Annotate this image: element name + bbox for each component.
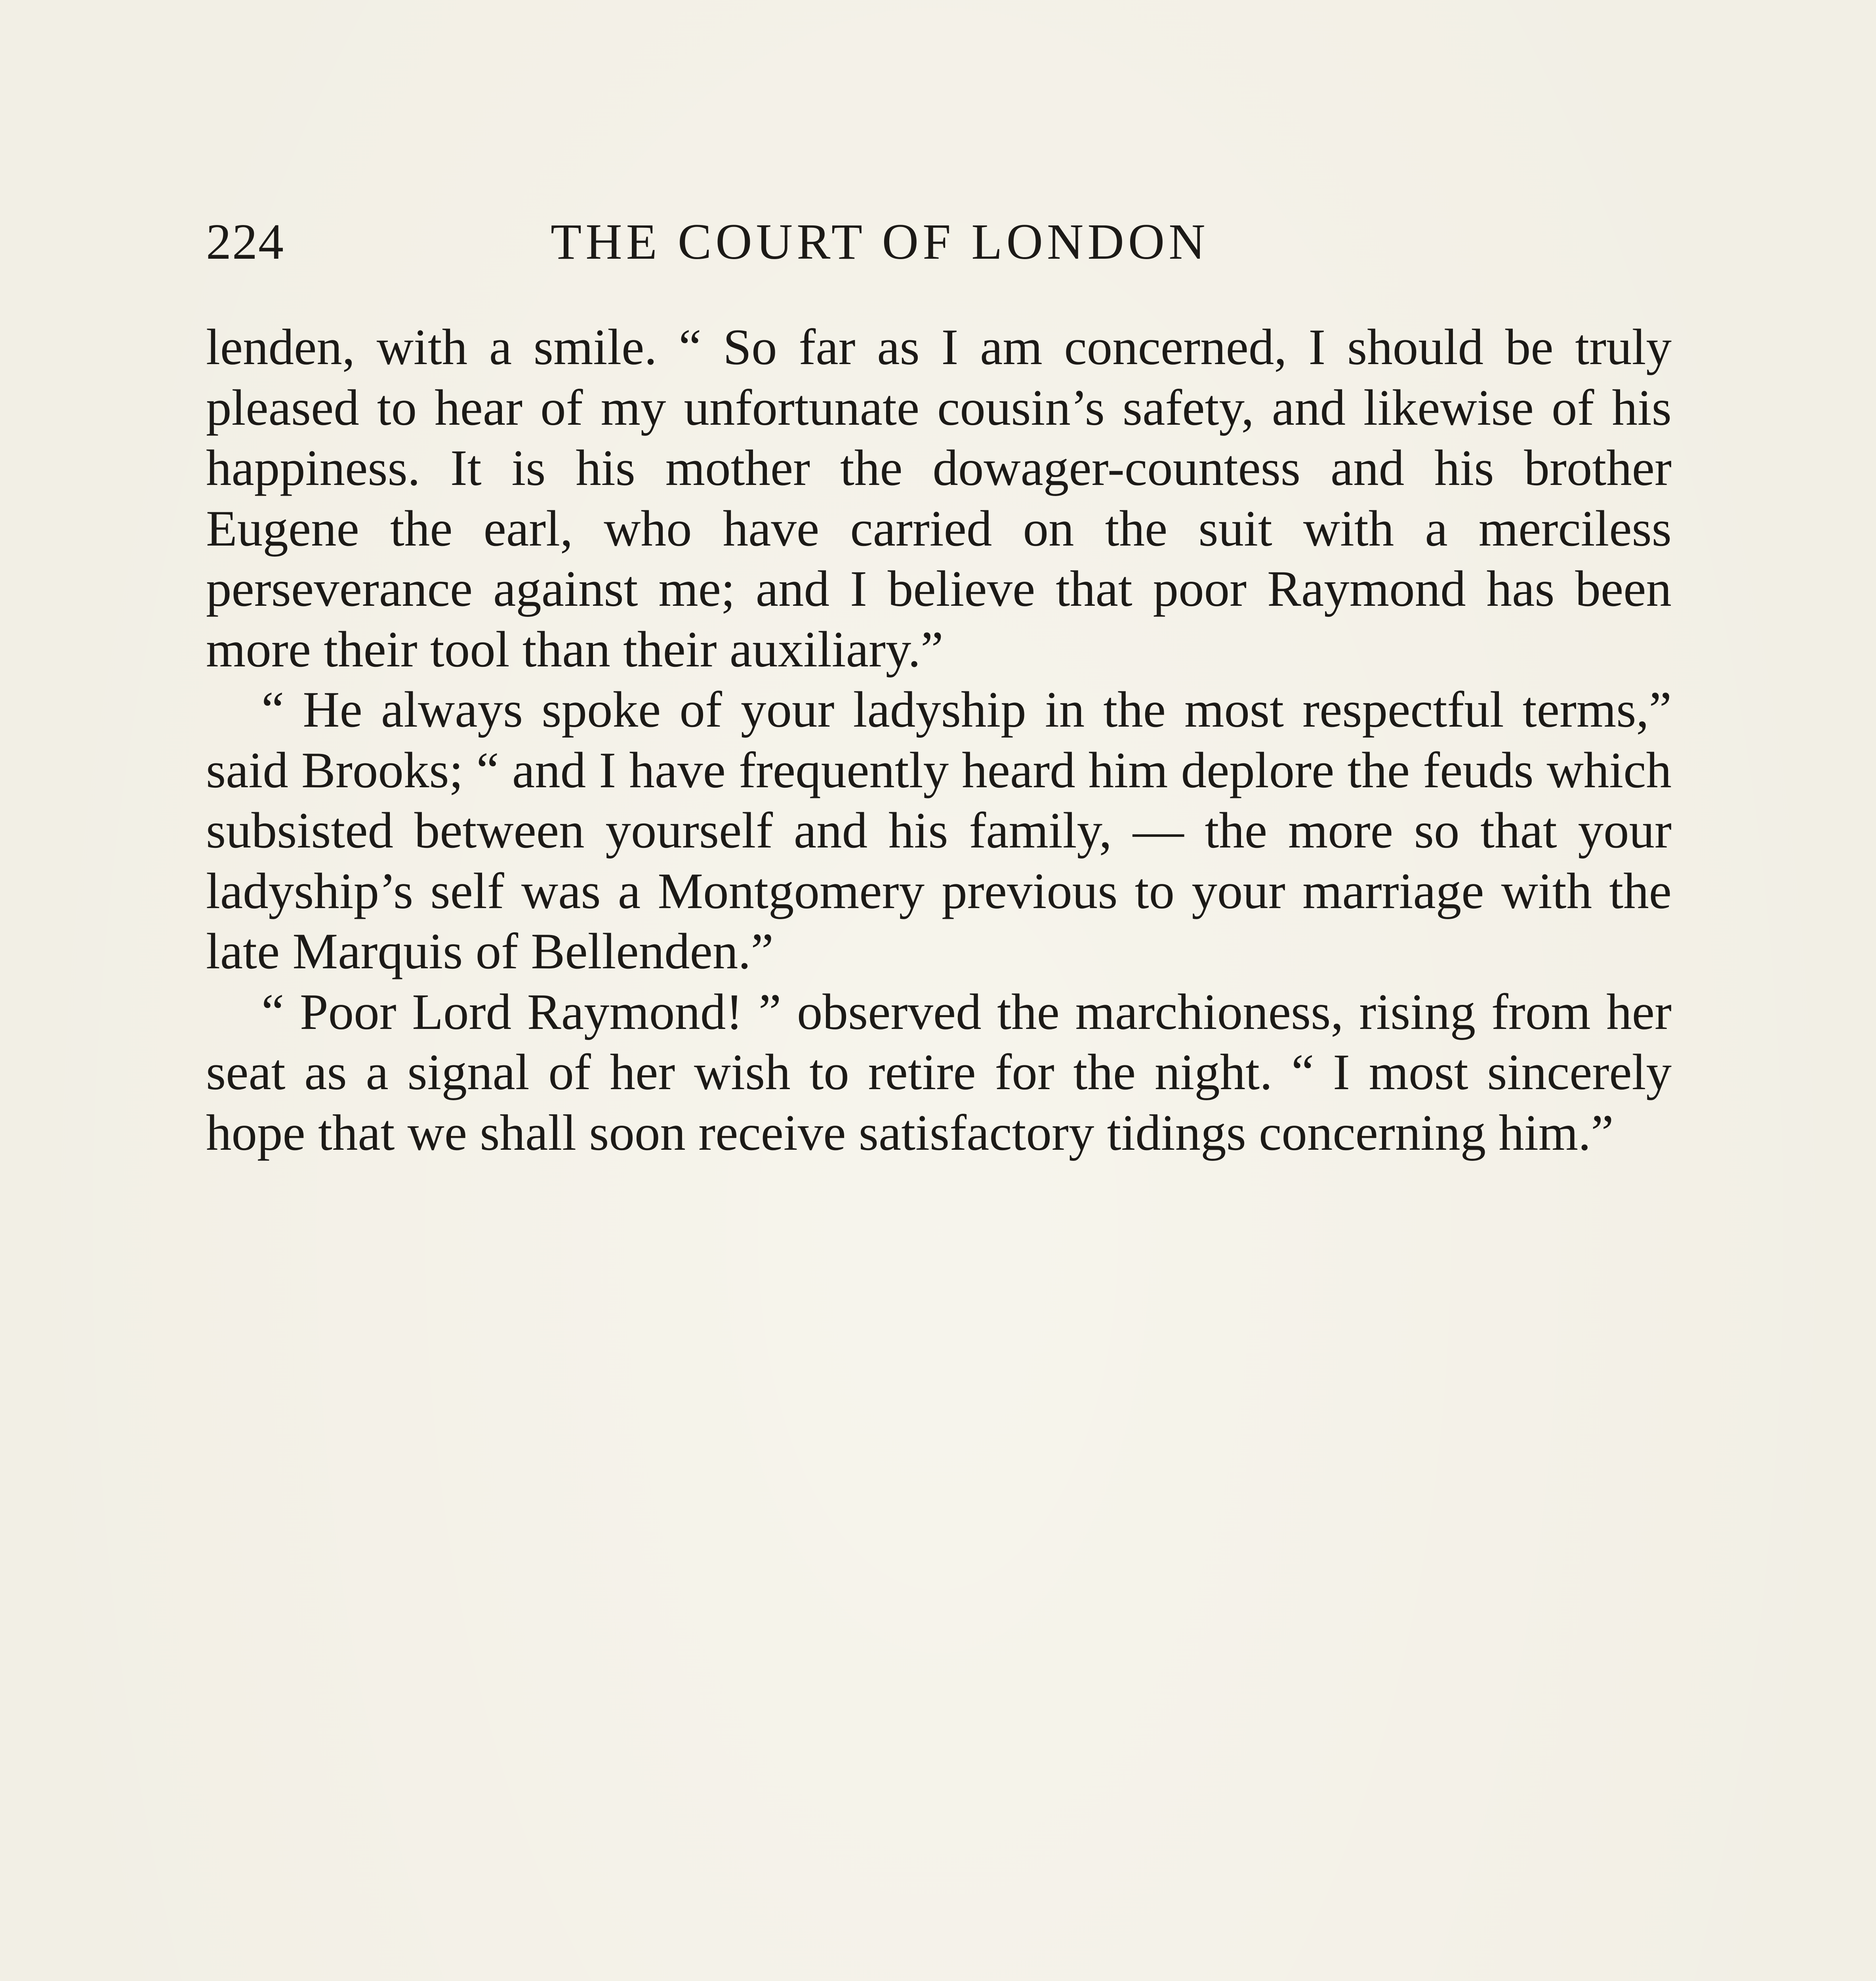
paragraph-2: “ He always spoke of your ladyship in the most respectful terms,” said Brooks; “ and I have frequently heard him deplore the feuds which subsisted between yourself and his family, — the more so that your ladyship’s self was a Montgomery previous to your marriage with the late Marquis of Bellenden.” [206, 681, 1672, 979]
paragraph-1: lenden, with a smile. “ So far as I am concerned, I should be truly pleased to hear of my unfortunate cousin’s safety, and likewise of his happiness. It is his mother the dowager-countess and his brother Eugene the earl, who have carried on the suit with a merciless perseverance against me; and I believe that poor Raymond has been more their tool than their auxiliary.” [206, 319, 1672, 678]
paragraph-3: “ Poor Lord Raymond! ” observed the marchioness, rising from her seat as a signal of her wish to retire for the night. “ I most sincerely hope that we shall soon receive satisfactory tidings concerning him.” [206, 983, 1672, 1161]
running-head [206, 206, 1672, 277]
page-number: 224 [206, 214, 284, 270]
running-title: THE COURT OF LONDON [551, 214, 1209, 270]
body-text [206, 317, 1672, 1163]
